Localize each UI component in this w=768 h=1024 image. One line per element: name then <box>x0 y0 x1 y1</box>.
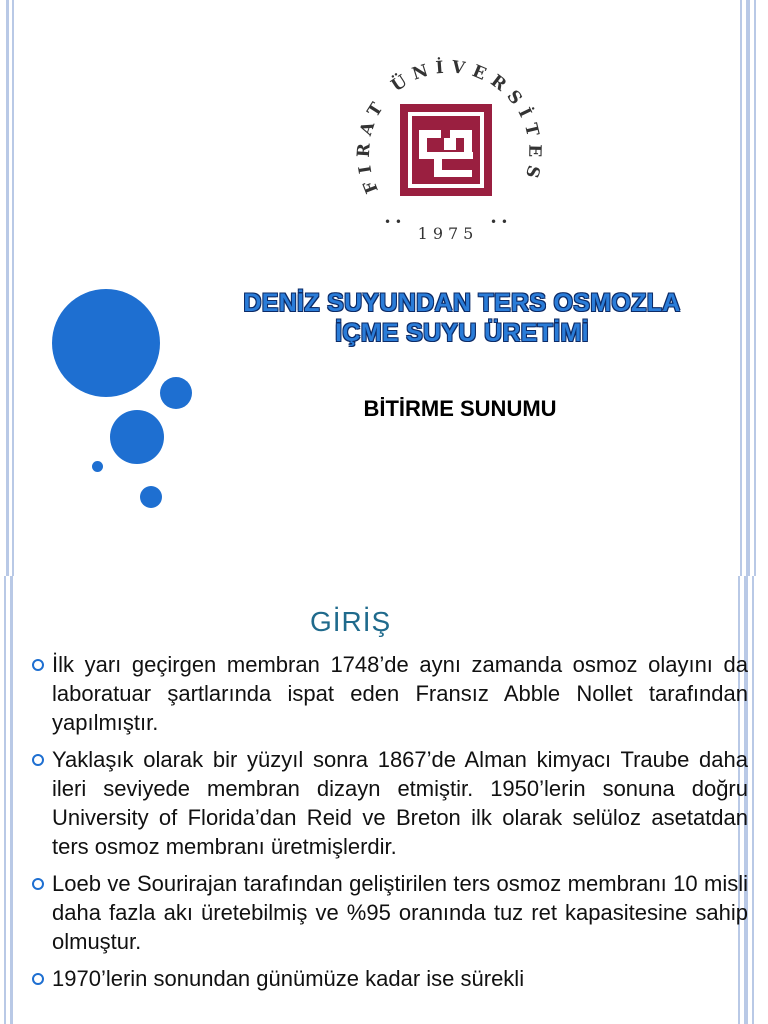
logo-year: 1975 <box>417 224 479 243</box>
bullet-circle-icon <box>32 973 44 985</box>
decor-circle-large <box>52 289 160 397</box>
bullet-text: İlk yarı geçirgen membran 1748’de aynı zamanda osmoz olayını da laboratuar şartlarında ispat eden Fransız Abble Nollet tarafından yapılmıştır. <box>52 652 748 735</box>
svg-text:• •: • • <box>490 215 508 229</box>
list-item <box>32 650 748 737</box>
presentation-subtitle: BİTİRME SUNUMU <box>363 396 557 421</box>
list-item <box>32 964 748 993</box>
decor-circle-tiny <box>92 461 103 472</box>
bullet-list <box>32 650 748 1001</box>
slide-heading: GİRİŞ <box>310 606 392 637</box>
bullet-text: Yaklaşık olarak bir yüzyıl sonra 1867’de Alman kimyacı Traube daha ileri seviyede membran dizayn etmiştir. 1950’lerin sonuna doğru University of Florida’dan Reid ve Breton ilk olarak selüloz asetatdan ters osmoz membranı üretmişlerdir. <box>52 747 748 859</box>
svg-text:• •: • • <box>384 215 402 229</box>
right-border-lines <box>736 0 768 576</box>
decor-circle-small <box>160 377 192 409</box>
bullet-text: 1970’lerin sonundan günümüze kadar ise sürekli <box>52 966 525 991</box>
decor-circle-small-2 <box>140 486 162 508</box>
list-item <box>32 745 748 861</box>
logo-ring-text: FIRAT ÜNİVERSİTES <box>353 57 544 197</box>
presentation-title <box>190 288 734 348</box>
intro-slide <box>0 576 768 1024</box>
title-line-1: DENİZ SUYUNDAN TERS OSMOZLA <box>243 289 681 317</box>
bullet-circle-icon <box>32 754 44 766</box>
left-border-lines <box>0 576 22 1024</box>
bullet-circle-icon <box>32 659 44 671</box>
university-logo <box>352 56 544 248</box>
bullet-text: Loeb ve Sourirajan tarafından geliştirilen ters osmoz membranı 10 misli daha fazla akı üretebilmiş ve %95 oranında tuz ret kapasitesine sahip olmuştur. <box>52 871 748 954</box>
title-line-2: İÇME SUYU ÜRETİMİ <box>335 319 589 347</box>
left-border-lines <box>0 0 24 576</box>
decor-circle-medium <box>110 410 164 464</box>
bullet-circle-icon <box>32 878 44 890</box>
list-item <box>32 869 748 956</box>
